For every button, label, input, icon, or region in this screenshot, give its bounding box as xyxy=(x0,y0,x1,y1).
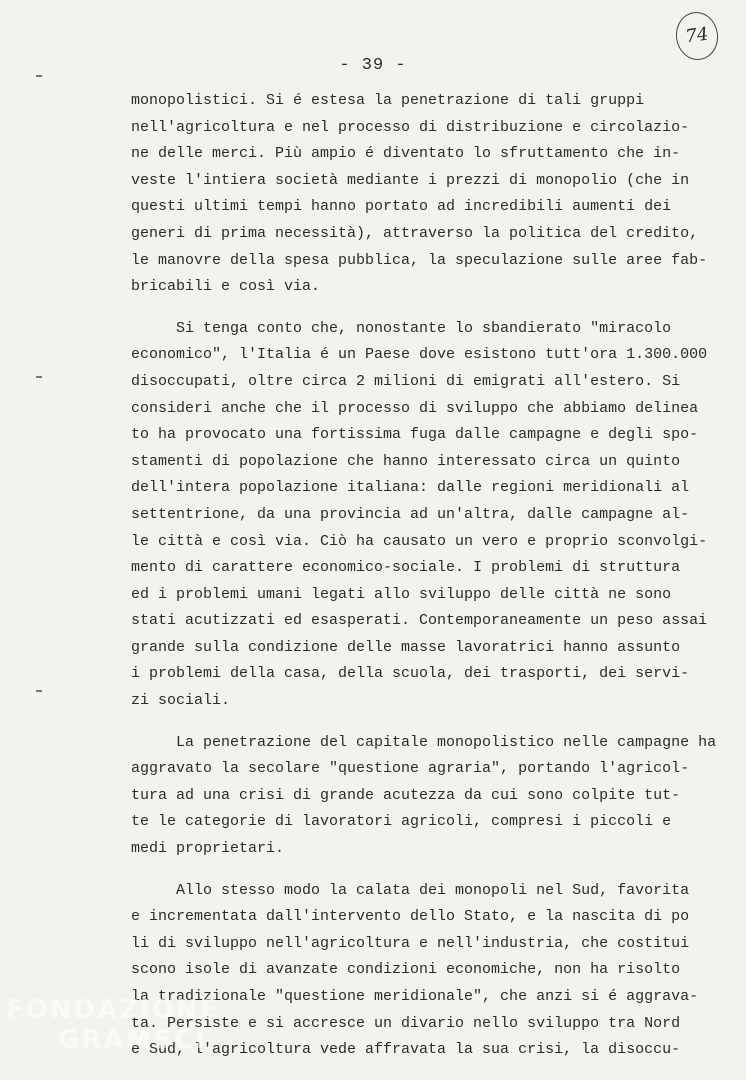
text-line: generi di prima necessità), attraverso la politica del credito, xyxy=(131,224,699,242)
text-line: le città e così via. Ciò ha causato un vero e proprio sconvolgi- xyxy=(131,532,708,550)
paragraph xyxy=(131,878,721,1064)
text-line: e Sud, l'agricoltura vede affravata la sua crisi, la disoccu- xyxy=(131,1041,681,1059)
text-line: la tradizionale "questione meridionale", che anzi si é aggrava- xyxy=(131,988,699,1005)
text-line: settentrione, da una provincia ad un'altra, dalle campagne al- xyxy=(131,505,690,523)
paragraph xyxy=(131,316,721,715)
watermark-logo xyxy=(6,995,219,1055)
text-line: grande sulla condizione delle masse lavoratrici hanno assunto xyxy=(131,638,681,656)
watermark-line: GRAMSCI xyxy=(58,1025,207,1055)
text-line: nell'agricoltura e nel processo di distribuzione e circolazio- xyxy=(131,118,690,136)
margin-mark xyxy=(36,376,42,378)
paragraph xyxy=(131,730,721,863)
text-line: mento di carattere economico-sociale. I problemi di struttura xyxy=(131,559,681,577)
text-line: disoccupati, oltre circa 2 milioni di emigrati all'estero. Si xyxy=(131,372,681,390)
text-line: ed i problemi umani legati allo sviluppo delle città ne sono xyxy=(131,585,672,603)
text-line: stati acutizzati ed esasperati. Contemporaneamente un peso assai xyxy=(131,612,708,630)
text-line: to ha provocato una fortissima fuga dalle campagne e degli spo- xyxy=(131,426,699,444)
text-line: dell'intera popolazione italiana: dalle regioni meridionali al xyxy=(131,479,690,497)
text-line: scono isole di avanzate condizioni economiche, non ha risolto xyxy=(131,961,681,979)
text-line: i problemi della casa, della scuola, dei trasporti, dei servi- xyxy=(131,665,690,683)
text-line: Allo stesso modo la calata dei monopoli nel Sud, favorita xyxy=(131,881,690,899)
text-line: aggravato la secolare "questione agraria", portando l'agricol- xyxy=(131,760,690,778)
text-line: e incrementata dall'intervento dello Stato, e la nascita di po xyxy=(131,908,690,926)
margin-mark xyxy=(36,690,42,692)
text-line: La penetrazione del capitale monopolistico nelle campagne ha xyxy=(131,733,717,751)
text-line: bricabili e così via. xyxy=(131,278,321,296)
page-number: - 39 - xyxy=(339,56,407,75)
text-line: questi ultimi tempi hanno portato ad incredibili aumenti dei xyxy=(131,198,672,216)
text-line: consideri anche che il processo di sviluppo che abbiamo delinea xyxy=(131,399,699,417)
text-line: li di sviluppo nell'agricoltura e nell'industria, che costitui xyxy=(131,934,690,952)
body-text xyxy=(131,88,721,1064)
text-line: le manovre della spesa pubblica, la speculazione sulle aree fab- xyxy=(131,251,708,269)
text-line: te le categorie di lavoratori agricoli, compresi i piccoli e xyxy=(131,813,672,831)
text-line: ne delle merci. Più ampio é diventato lo sfruttamento che in- xyxy=(131,145,681,163)
watermark-line: FONDAZIONE xyxy=(6,995,220,1025)
text-line: zi sociali. xyxy=(131,692,231,710)
archive-number-annotation: 74 xyxy=(673,9,721,62)
text-line: medi proprietari. xyxy=(131,840,285,858)
text-line: monopolistici. Si é estesa la penetrazione di tali gruppi xyxy=(131,92,645,109)
text-line: stamenti di popolazione che hanno interessato circa un quinto xyxy=(131,452,681,470)
text-line: ta. Persiste e si accresce un divario nello sviluppo tra Nord xyxy=(131,1014,681,1032)
margin-mark xyxy=(36,75,42,77)
text-line: veste l'intiera società mediante i prezzi di monopolio (che in xyxy=(131,171,690,189)
text-line: economico", l'Italia é un Paese dove esistono tutt'ora 1.300.000 xyxy=(131,346,708,364)
paragraph xyxy=(131,88,721,301)
text-line: Si tenga conto che, nonostante lo sbandierato "miracolo xyxy=(131,319,672,337)
text-line: tura ad una crisi di grande acutezza da cui sono colpite tut- xyxy=(131,786,681,804)
